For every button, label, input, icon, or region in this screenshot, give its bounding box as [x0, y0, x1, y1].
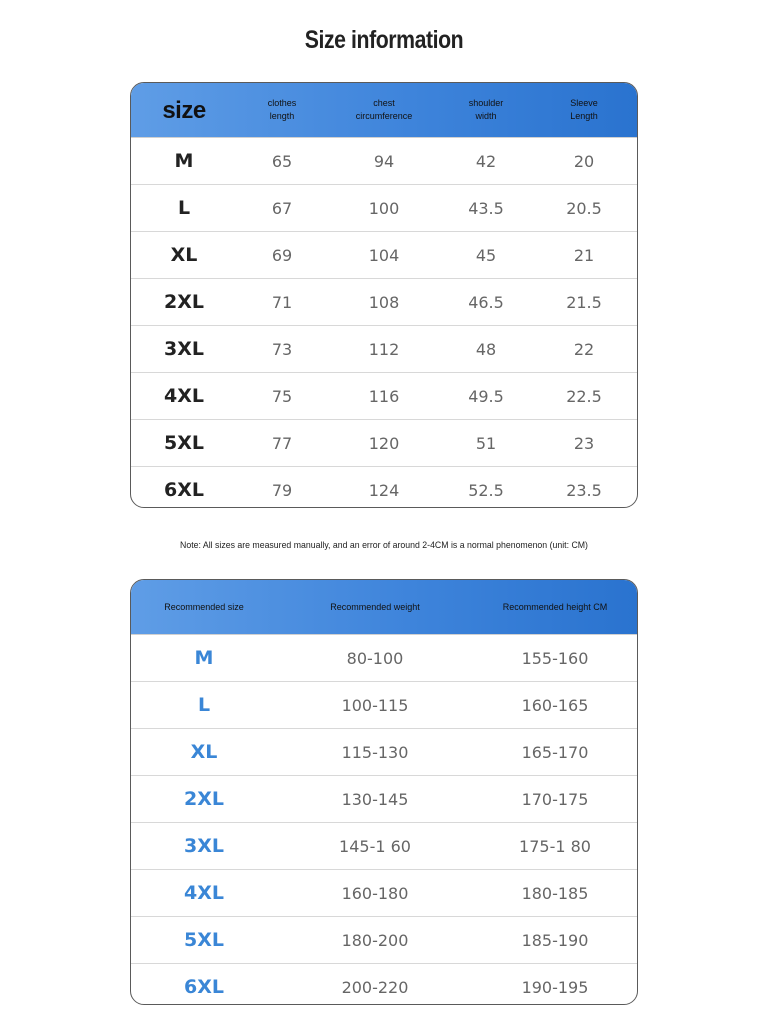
chest-cell: 100 — [368, 198, 400, 218]
recommend-table-header — [131, 580, 637, 635]
size-cell: 6XL — [184, 976, 224, 998]
shoulder-cell: 51 — [475, 433, 497, 453]
size-cell: M — [194, 647, 214, 669]
table-row — [131, 420, 637, 467]
chest-cell: 112 — [368, 339, 400, 359]
sleeve-cell: 20.5 — [566, 198, 602, 218]
height-cell: 170-175 — [521, 789, 589, 809]
weight-cell: 130-145 — [341, 789, 409, 809]
size-cell: 5XL — [184, 929, 224, 951]
size-cell: L — [177, 197, 191, 219]
clothes-length-cell: 71 — [271, 292, 293, 312]
size-table-body — [131, 138, 637, 508]
table-row — [131, 279, 637, 326]
weight-cell: 200-220 — [341, 977, 409, 997]
table-row — [131, 232, 637, 279]
clothes-length-cell: 77 — [271, 433, 293, 453]
size-cell: 2XL — [184, 788, 224, 810]
table-row — [131, 729, 637, 776]
weight-cell: 145-1 60 — [339, 836, 411, 856]
clothes-length-cell: 75 — [271, 386, 293, 406]
height-cell: 180-185 — [521, 883, 589, 903]
table-row — [131, 185, 637, 232]
shoulder-cell: 46.5 — [468, 292, 504, 312]
chest-cell: 94 — [373, 151, 395, 171]
height-cell: 175-1 80 — [519, 836, 591, 856]
chest-cell: 108 — [368, 292, 400, 312]
size-cell: M — [174, 150, 194, 172]
chest-cell: 120 — [368, 433, 400, 453]
sleeve-cell: 20 — [573, 151, 595, 171]
size-cell: 6XL — [164, 479, 204, 501]
header-clothes-length: clothes length — [267, 98, 297, 121]
measurement-note: Note: All sizes are measured manually, and an error of around 2-4CM is a normal phenomenon (unit: CM) — [180, 540, 588, 551]
header-shoulder-width: shoulder width — [468, 98, 504, 121]
header-recommended-size: Recommended size — [164, 601, 244, 612]
sleeve-cell: 22 — [573, 339, 595, 359]
height-cell: 190-195 — [521, 977, 589, 997]
size-cell: 4XL — [184, 882, 224, 904]
size-table — [130, 82, 638, 508]
sleeve-cell: 21 — [573, 245, 595, 265]
clothes-length-cell: 79 — [271, 480, 293, 500]
clothes-length-cell: 65 — [271, 151, 293, 171]
sleeve-cell: 23 — [573, 433, 595, 453]
height-cell: 160-165 — [521, 695, 589, 715]
table-row — [131, 635, 637, 682]
size-cell: 3XL — [184, 835, 224, 857]
shoulder-cell: 42 — [475, 151, 497, 171]
header-chest-circumference: chest circumference — [355, 98, 413, 121]
table-row — [131, 964, 637, 1005]
header-size: size — [162, 96, 206, 124]
sleeve-cell: 21.5 — [566, 292, 602, 312]
header-recommended-height: Recommended height CM — [502, 601, 608, 612]
size-cell: 4XL — [164, 385, 204, 407]
size-cell: 5XL — [164, 432, 204, 454]
header-sleeve-length: Sleeve Length — [570, 98, 598, 121]
table-row — [131, 373, 637, 420]
table-row — [131, 682, 637, 729]
weight-cell: 180-200 — [341, 930, 409, 950]
size-cell: 2XL — [164, 291, 204, 313]
table-row — [131, 917, 637, 964]
weight-cell: 160-180 — [341, 883, 409, 903]
size-cell: L — [197, 694, 211, 716]
chest-cell: 104 — [368, 245, 400, 265]
shoulder-cell: 43.5 — [468, 198, 504, 218]
height-cell: 165-170 — [521, 742, 589, 762]
clothes-length-cell: 67 — [271, 198, 293, 218]
clothes-length-cell: 73 — [271, 339, 293, 359]
shoulder-cell: 52.5 — [468, 480, 504, 500]
table-row — [131, 326, 637, 373]
sleeve-cell: 23.5 — [566, 480, 602, 500]
size-cell: 3XL — [164, 338, 204, 360]
chest-cell: 124 — [368, 480, 400, 500]
table-row — [131, 467, 637, 508]
shoulder-cell: 49.5 — [468, 386, 504, 406]
page-title: Size information — [304, 26, 464, 54]
weight-cell: 80-100 — [346, 648, 404, 668]
size-table-header — [131, 83, 637, 138]
table-row — [131, 776, 637, 823]
sleeve-cell: 22.5 — [566, 386, 602, 406]
shoulder-cell: 48 — [475, 339, 497, 359]
table-row — [131, 870, 637, 917]
recommend-table-body — [131, 635, 637, 1005]
size-cell: XL — [170, 244, 198, 266]
table-row — [131, 138, 637, 185]
size-cell: XL — [190, 741, 218, 763]
chest-cell: 116 — [368, 386, 400, 406]
weight-cell: 115-130 — [341, 742, 409, 762]
shoulder-cell: 45 — [475, 245, 497, 265]
clothes-length-cell: 69 — [271, 245, 293, 265]
header-recommended-weight: Recommended weight — [330, 601, 420, 612]
height-cell: 185-190 — [521, 930, 589, 950]
height-cell: 155-160 — [521, 648, 589, 668]
recommend-table — [130, 579, 638, 1005]
weight-cell: 100-115 — [341, 695, 409, 715]
table-row — [131, 823, 637, 870]
